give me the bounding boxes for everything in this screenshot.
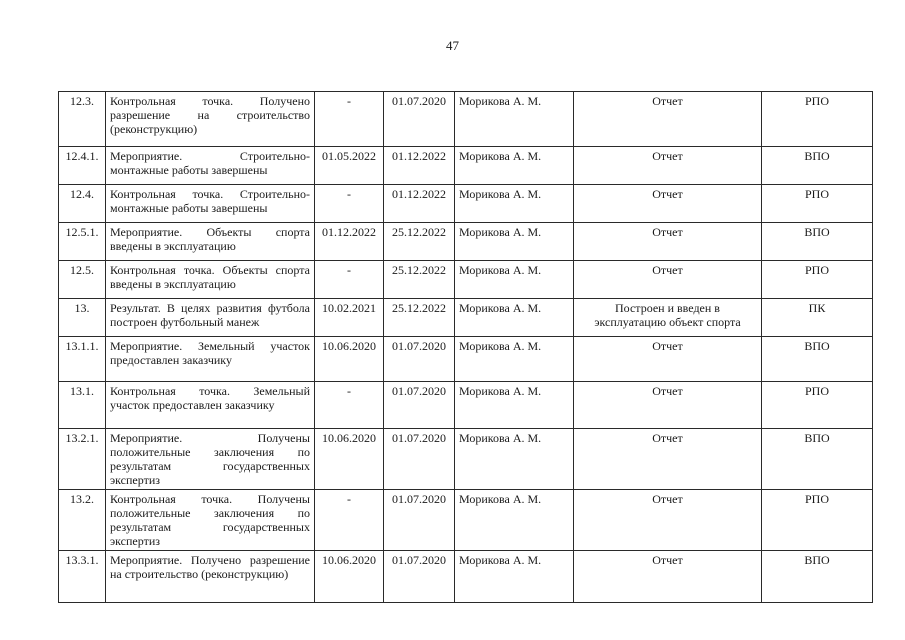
row-responsible-cell: Морикова А. М. [455,490,574,551]
row-end-date-cell: 01.12.2022 [384,147,455,185]
row-number-cell: 12.4. [59,185,106,223]
row-name-cell: Мероприятие. Земельный участок предоставлен заказчику [106,337,315,382]
table-row [59,429,873,490]
row-end-date-cell: 01.07.2020 [384,92,455,147]
row-start-date-cell: - [315,185,384,223]
row-result-cell: Отчет [574,382,762,429]
row-end-date-cell: 01.12.2022 [384,185,455,223]
row-result-cell: Отчет [574,429,762,490]
row-number-cell: 12.5. [59,261,106,299]
row-result-cell: Отчет [574,223,762,261]
row-name-cell: Контрольная точка. Объекты спорта введены в эксплуатацию [106,261,315,299]
table-row [59,551,873,603]
row-end-date-cell: 25.12.2022 [384,299,455,337]
row-control-level-cell: ПК [762,299,873,337]
table-row [59,147,873,185]
row-end-date-cell: 01.07.2020 [384,490,455,551]
table-row [59,261,873,299]
row-control-level-cell: ВПО [762,223,873,261]
row-number-cell: 12.4.1. [59,147,106,185]
row-responsible-cell: Морикова А. М. [455,92,574,147]
row-end-date-cell: 25.12.2022 [384,261,455,299]
row-result-cell: Отчет [574,147,762,185]
page-number: 47 [446,38,459,53]
row-responsible-cell: Морикова А. М. [455,185,574,223]
row-name-cell: Контрольная точка. Получено разрешение на строительство (реконструкцию) [106,92,315,147]
row-start-date-cell: 01.05.2022 [315,147,384,185]
row-start-date-cell: 10.06.2020 [315,551,384,603]
row-result-cell: Отчет [574,337,762,382]
row-result-cell: Отчет [574,185,762,223]
row-responsible-cell: Морикова А. М. [455,337,574,382]
table-row [59,382,873,429]
row-control-level-cell: РПО [762,185,873,223]
row-responsible-cell: Морикова А. М. [455,382,574,429]
plan-table [58,91,873,603]
row-control-level-cell: ВПО [762,551,873,603]
row-responsible-cell: Морикова А. М. [455,223,574,261]
table-row [59,92,873,147]
row-responsible-cell: Морикова А. М. [455,429,574,490]
row-result-cell: Построен и введен в эксплуатацию объект спорта [574,299,762,337]
row-start-date-cell: 01.12.2022 [315,223,384,261]
row-control-level-cell: РПО [762,92,873,147]
row-number-cell: 13.3.1. [59,551,106,603]
table-row [59,223,873,261]
row-number-cell: 13.1.1. [59,337,106,382]
row-name-cell: Контрольная точка. Земельный участок предоставлен заказчику [106,382,315,429]
row-start-date-cell: - [315,92,384,147]
row-end-date-cell: 01.07.2020 [384,551,455,603]
row-name-cell: Результат. В целях развития футбола построен футбольный манеж [106,299,315,337]
row-number-cell: 13. [59,299,106,337]
row-control-level-cell: РПО [762,490,873,551]
table-row [59,337,873,382]
row-name-cell: Мероприятие. Строительно-монтажные работы завершены [106,147,315,185]
row-end-date-cell: 01.07.2020 [384,429,455,490]
row-control-level-cell: РПО [762,382,873,429]
row-number-cell: 13.1. [59,382,106,429]
row-name-cell: Мероприятие. Получены положительные заключения по результатам государственных экспертиз [106,429,315,490]
row-name-cell: Мероприятие. Получено разрешение на строительство (реконструкцию) [106,551,315,603]
row-responsible-cell: Морикова А. М. [455,261,574,299]
row-start-date-cell: 10.02.2021 [315,299,384,337]
row-name-cell: Мероприятие. Объекты спорта введены в эксплуатацию [106,223,315,261]
row-start-date-cell: - [315,382,384,429]
row-number-cell: 13.2.1. [59,429,106,490]
table-row [59,185,873,223]
row-responsible-cell: Морикова А. М. [455,551,574,603]
row-result-cell: Отчет [574,490,762,551]
row-start-date-cell: - [315,490,384,551]
row-name-cell: Контрольная точка. Строительно-монтажные работы завершены [106,185,315,223]
row-result-cell: Отчет [574,261,762,299]
row-result-cell: Отчет [574,551,762,603]
row-name-cell: Контрольная точка. Получены положительные заключения по результатам государственных экспертиз [106,490,315,551]
row-responsible-cell: Морикова А. М. [455,299,574,337]
row-start-date-cell: 10.06.2020 [315,337,384,382]
row-control-level-cell: ВПО [762,147,873,185]
table-row [59,490,873,551]
plan-table-body [59,92,873,603]
row-number-cell: 12.3. [59,92,106,147]
row-end-date-cell: 01.07.2020 [384,337,455,382]
row-control-level-cell: ВПО [762,337,873,382]
row-start-date-cell: - [315,261,384,299]
row-end-date-cell: 25.12.2022 [384,223,455,261]
row-control-level-cell: ВПО [762,429,873,490]
row-number-cell: 13.2. [59,490,106,551]
row-control-level-cell: РПО [762,261,873,299]
table-row [59,299,873,337]
row-end-date-cell: 01.07.2020 [384,382,455,429]
row-responsible-cell: Морикова А. М. [455,147,574,185]
row-start-date-cell: 10.06.2020 [315,429,384,490]
row-result-cell: Отчет [574,92,762,147]
row-number-cell: 12.5.1. [59,223,106,261]
